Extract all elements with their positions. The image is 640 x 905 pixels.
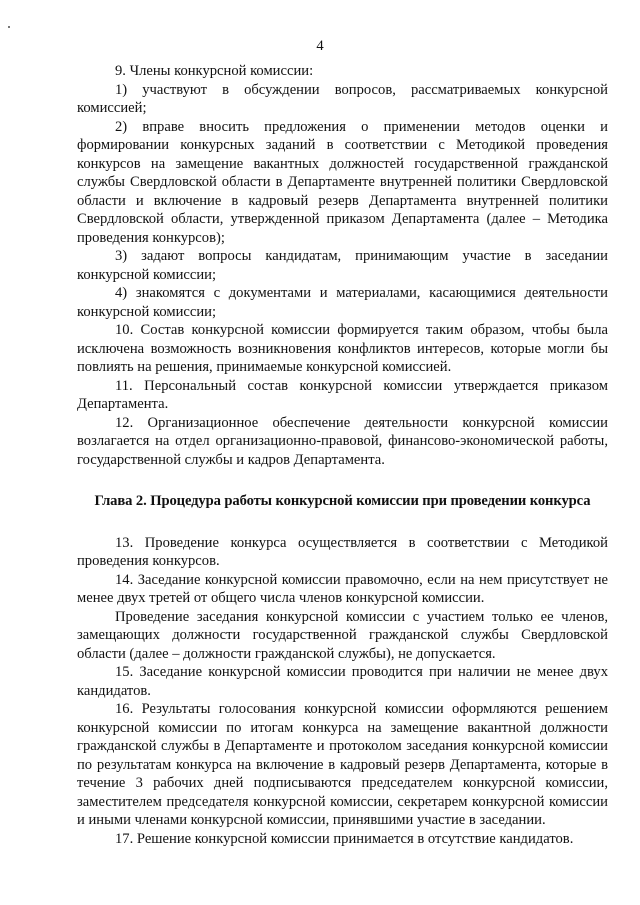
chapter-heading: Глава 2. Процедура работы конкурсной комиссии при проведении конкурса — [94, 493, 591, 509]
paragraph-10: 10. Состав конкурсной комиссии формируется таким образом, чтобы была исключена возможность возникновения конфликтов интересов, которые могли бы повлиять на решения, принимаемые конкурсной комиссией. — [77, 322, 608, 375]
document-body — [77, 62, 608, 848]
paragraph-12: 12. Организационное обеспечение деятельности конкурсной комиссии возлагается на отдел организационно-правовой, финансово-экономической работы, государственной службы и кадров Департамента. — [77, 414, 608, 468]
scan-speck — [8, 26, 10, 28]
paragraph-14: 14. Заседание конкурсной комиссии правомочно, если на нем присутствует не менее двух третей от общего числа членов конкурсной комиссии. — [77, 571, 608, 606]
paragraph-16: 16. Результаты голосования конкурсной комиссии оформляются решением конкурсной комиссии по итогам конкурса на замещение вакантной должности гражданской службы в Департаменте и протоколом заседания конкурсной комиссии по результатам конкурса на включение в кадровый резерв Департамента, которые в течение 3 рабочих дней подписываются председателем конкурсной комиссии, заместителем председателя конкурсной комиссии, секретарем конкурсной комиссии и иными членами конкурсной комиссии, принявшими участие в заседании. — [77, 701, 608, 828]
paragraph-9-4: 4) знакомятся с документами и материалами, касающимися деятельности конкурсной комиссии; — [77, 285, 608, 320]
paragraph-9-2: 2) вправе вносить предложения о применении методов оценки и формировании конкурсных заданий в соответствии с Методикой проведения конкурсов на замещение вакантных должностей государственной гражданской службы Свердловской области в Департаменте внутренней политики Свердловской области и включение в кадровый резерв Департамента внутренней политики Свердловской области, утвержденной приказом Департамента (далее – Методика проведения конкурсов); — [77, 118, 608, 246]
paragraph-13: 13. Проведение конкурса осуществляется в соответствии с Методикой проведения конкурсов. — [77, 534, 608, 569]
page-number: 4 — [316, 38, 324, 54]
paragraph-11: 11. Персональный состав конкурсной комиссии утверждается приказом Департамента. — [77, 377, 608, 412]
paragraph-9: 9. Члены конкурсной комиссии: — [115, 63, 314, 79]
paragraph-17: 17. Решение конкурсной комиссии принимается в отсутствие кандидатов. — [115, 830, 574, 847]
paragraph-9-1: 1) участвуют в обсуждении вопросов, рассматриваемых конкурсной комиссией; — [77, 81, 608, 116]
paragraph-15: 15. Заседание конкурсной комиссии проводится при наличии не менее двух кандидатов. — [77, 664, 608, 699]
paragraph-9-3: 3) задают вопросы кандидатам, принимающим участие в заседании конкурсной комиссии; — [77, 248, 608, 283]
paragraph-14-continued: Проведение заседания конкурсной комиссии с участием только ее членов, замещающих должности государственной гражданской службы Свердловской области (далее – должности гражданской службы), не допускается. — [77, 608, 608, 662]
